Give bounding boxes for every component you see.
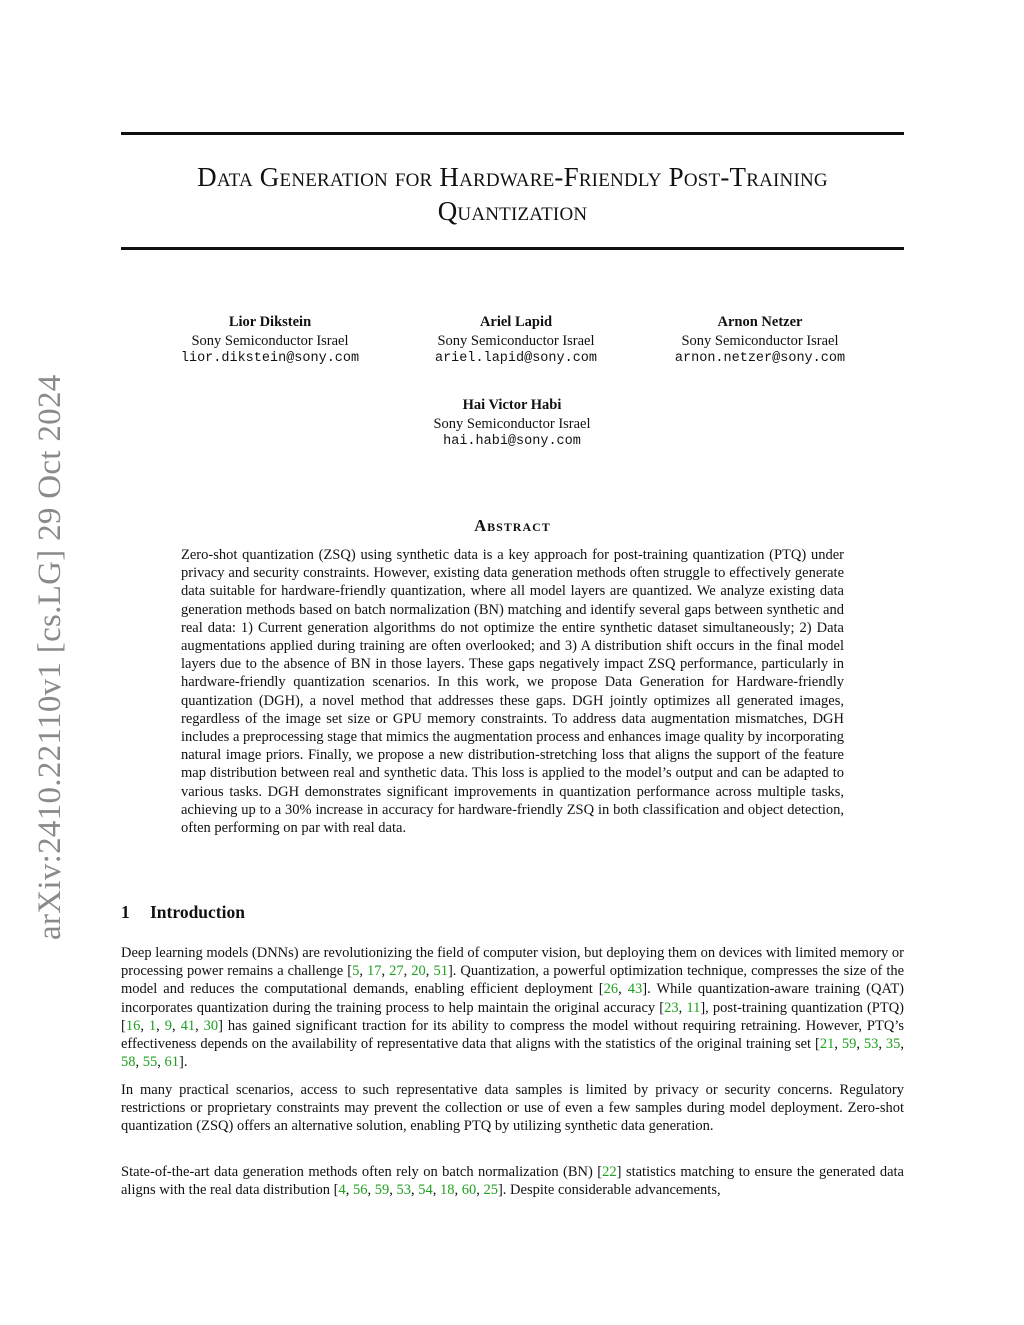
abstract-heading: Abstract — [474, 516, 551, 535]
title-top-rule — [121, 132, 904, 135]
citation-group — [602, 1164, 617, 1180]
citation-link[interactable]: 54 — [418, 1182, 433, 1199]
intro-paragraph-3 — [121, 1163, 904, 1199]
author-block — [392, 396, 632, 452]
citation-link[interactable]: 5 — [352, 963, 360, 980]
author-email[interactable]: ariel.lapid@sony.com — [434, 351, 598, 366]
paper-title — [121, 160, 904, 228]
citation-link[interactable]: 55 — [142, 1054, 158, 1071]
citation-group: 21, 59, 53, 35, 58, 55, 61 — [121, 1036, 905, 1071]
author-affiliation: Sony Semiconductor Israel — [681, 332, 839, 349]
author-email[interactable]: lior.dikstein@sony.com — [180, 351, 360, 366]
citation-group: 16, 1, 9, 41, 30 — [125, 1017, 219, 1034]
citation-link[interactable]: 56 — [352, 1182, 368, 1199]
body-text: In many practical scenarios, access to such representative data samples is limited by privacy or security concerns. Regulatory restrictions or proprietary constraints may prevent the collection or use of even a few samples during model deployment. Zero-shot quantization (ZSQ) offers an alternative solution, enabling PTQ by utilizing synthetic data generation. — [121, 1082, 904, 1135]
citation-link[interactable]: 61 — [164, 1054, 179, 1071]
citation-link[interactable]: 53 — [396, 1182, 411, 1199]
author-affiliation: Sony Semiconductor Israel — [437, 332, 595, 349]
citation-link[interactable]: 59 — [374, 1182, 390, 1199]
body-text: ]. While quantization-aware training (QAT) incorporates quantization during the training process to help maintain the original accuracy [ — [121, 981, 904, 1016]
arxiv-sidebar-stamp: arXiv:2410.22110v1 [cs.LG] 29 Oct 2024 — [32, 374, 68, 940]
citation-link[interactable]: 43 — [627, 981, 643, 998]
citation-link[interactable]: 18 — [439, 1182, 455, 1199]
author-name: Arnon Netzer — [717, 314, 803, 330]
author-email[interactable]: hai.habi@sony.com — [443, 434, 581, 449]
body-text: ] has gained significant traction for its ability to compress the model without requiring retraining. However, PTQ’s effectiveness depends on the availability of representative data that aligns with the statistics of the original training set [ — [121, 1017, 905, 1053]
title-line-2: Quantization — [437, 196, 588, 226]
citation-link[interactable]: 41 — [180, 1017, 196, 1034]
citation-link[interactable]: 23 — [664, 999, 679, 1016]
citation-link[interactable]: 26 — [603, 981, 619, 998]
author-name: Hai Victor Habi — [462, 397, 562, 413]
citation-link[interactable]: 21 — [819, 1036, 835, 1053]
citation-link[interactable]: 20 — [411, 963, 426, 980]
author-affiliation: Sony Semiconductor Israel — [191, 332, 349, 349]
body-text: ], post-training quantization (PTQ)[ — [121, 999, 904, 1034]
citation-link[interactable]: 1 — [148, 1017, 157, 1034]
citation-link[interactable]: 58 — [121, 1054, 136, 1071]
citation-link[interactable]: 27 — [389, 963, 404, 980]
citation-link[interactable]: 4 — [338, 1182, 346, 1199]
author-block — [150, 313, 390, 369]
author-name: Ariel Lapid — [479, 314, 553, 330]
citation-group: 23, 11 — [664, 999, 701, 1016]
body-text: ]. Quantization, a powerful optimization technique, compresses the size of the model and reduces the computational demands, enabling efficient deployment [ — [121, 963, 905, 998]
citation-link[interactable]: 9 — [164, 1017, 172, 1034]
citation-link[interactable]: 25 — [483, 1182, 498, 1199]
citation-link[interactable]: 16 — [125, 1017, 141, 1034]
body-text: ] statistics matching to ensure the generated data aligns with the real data distribution [ — [121, 1164, 904, 1199]
author-name: Lior Dikstein — [228, 314, 312, 330]
citation-link[interactable]: 30 — [203, 1017, 219, 1034]
citation-link[interactable]: 17 — [366, 963, 382, 980]
citation-link[interactable]: 35 — [885, 1036, 901, 1053]
abstract-paragraph: Zero-shot quantization (ZSQ) using synthetic data is a key approach for post-training quantization (PTQ) under privacy and security constraints. However, existing data generation methods often struggle to effectively generate data suitable for hardware-friendly quantization, where all model layers are quantized. We analyze existing data generation methods based on batch normalization (BN) matching and identify several gaps between synthetic and real data: 1) Current generation algorithms do not optimize the entire synthetic dataset simultaneously; 2) Data augmentations applied during training are often overlooked; and 3) A distribution shift occurs in the final model layers due to the absence of BN in those layers. These gaps negatively impact ZSQ performance, particularly in hardware-friendly quantization scenarios. In this work, we propose Data Generation for Hardware-friendly quantization (DGH), a novel method that addresses these gaps. DGH jointly optimizes all generated images, regardless of the image set size or GPU memory constraints. To address data augmentation mismatches, DGH includes a preprocessing stage that mimics the augmentation process and enhances image quality by incorporating natural image priors. Finally, we propose a new distribution-stretching loss that aligns the support of the feature map distribution between real and synthetic data. This loss is applied to the model’s output and can be adapted to various tasks. DGH demonstrates significant improvements in quantization performance across multiple tasks, achieving up to a 30% increase in accuracy for hardware-friendly ZSQ in both classification and object detection, often performing on par with real data. — [181, 547, 844, 837]
author-block — [640, 313, 880, 369]
body-text: ]. Despite considerable advancements, — [497, 1182, 721, 1199]
intro-paragraph-2 — [121, 1081, 904, 1136]
citation-group: 4, 56, 59, 53, 54, 18, 60, 25 — [338, 1182, 498, 1199]
intro-paragraph-1 — [121, 944, 904, 1071]
author-affiliation: Sony Semiconductor Israel — [433, 415, 591, 432]
body-text: State-of-the-art data generation methods often rely on batch normalization (BN) [ — [121, 1164, 603, 1180]
title-bottom-rule — [121, 247, 904, 250]
body-text: ]. — [179, 1054, 188, 1071]
citation-link[interactable]: 51 — [433, 963, 448, 980]
author-block — [396, 313, 636, 369]
citation-link[interactable]: 11 — [686, 999, 701, 1016]
section-title: Introduction — [150, 902, 245, 922]
citation-group: 5, 17, 27, 20, 51 — [352, 963, 448, 980]
body-text: Deep learning models (DNNs) are revolutionizing the field of computer vision, but deploying them on devices with limited memory or processing power remains a challenge [ — [121, 945, 904, 980]
citation-group: 26, 43 — [603, 981, 643, 998]
citation-link[interactable]: 60 — [461, 1182, 477, 1199]
section-heading — [121, 902, 245, 923]
title-line-1: Data Generation for Hardware-Friendly Post-Training — [197, 162, 828, 192]
citation-link[interactable]: 22 — [602, 1164, 617, 1180]
author-email[interactable]: arnon.netzer@sony.com — [674, 351, 846, 366]
citation-link[interactable]: 59 — [841, 1036, 857, 1053]
citation-link[interactable]: 53 — [863, 1036, 879, 1053]
abstract-body — [181, 546, 844, 837]
section-number: 1 — [121, 902, 130, 922]
